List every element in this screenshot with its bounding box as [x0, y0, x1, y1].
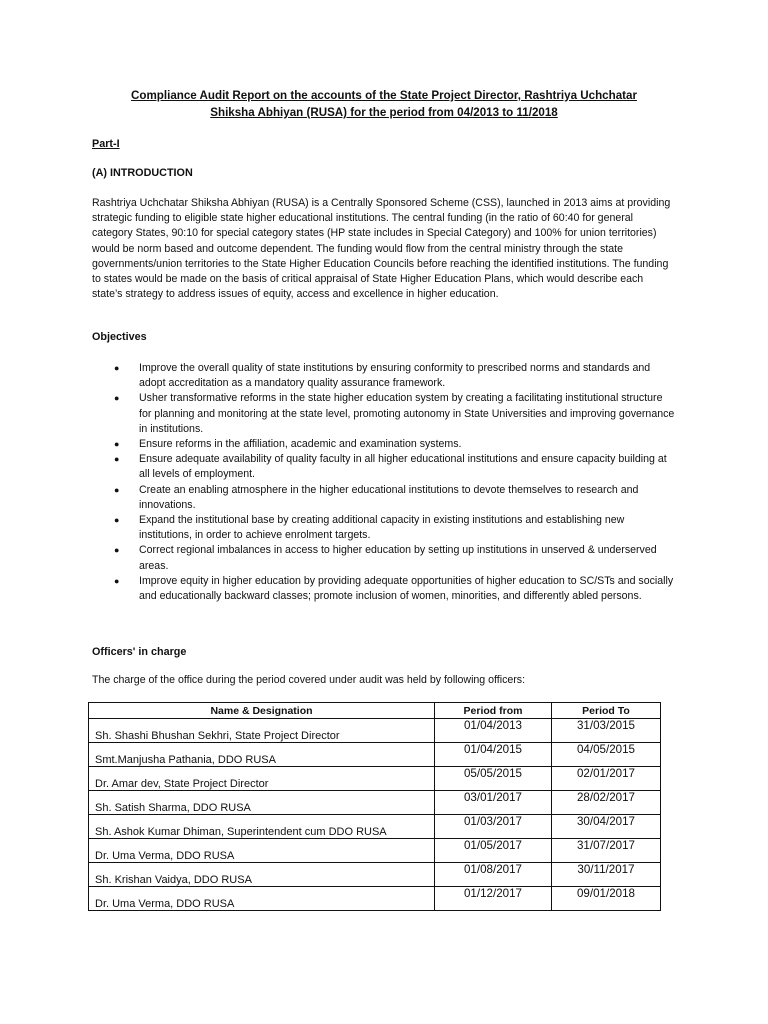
- bullet-icon: ●: [114, 454, 120, 465]
- bullet-icon: ●: [114, 545, 120, 556]
- officers-heading: Officers' in charge: [92, 646, 187, 658]
- officer-name: Dr. Amar dev, State Project Director: [89, 767, 435, 791]
- objective-item: [92, 391, 676, 437]
- period-from: 05/05/2015: [435, 767, 552, 791]
- bullet-icon: ●: [114, 439, 120, 450]
- objective-text: Usher transformative reforms in the state higher education system by creating a facilitating institutional structure for planning and monitoring at the state level, promoting autonomy in State Universities and improving governance in institutions.: [139, 392, 675, 435]
- objective-item: [92, 452, 676, 482]
- introduction-heading: (A) INTRODUCTION: [92, 167, 193, 179]
- objective-item: [92, 361, 676, 391]
- table-row: [89, 719, 661, 743]
- bullet-icon: ●: [114, 363, 120, 373]
- objective-text: Expand the institutional base by creating additional capacity in existing institutions and establishing new institutions, in order to achieve enrolment targets.: [139, 514, 625, 542]
- period-to: 31/03/2015: [552, 719, 661, 743]
- report-title: [92, 87, 676, 121]
- period-from: 01/04/2013: [435, 719, 552, 743]
- period-from: 01/05/2017: [435, 839, 552, 863]
- period-to: 09/01/2018: [552, 887, 661, 911]
- objective-item: [92, 543, 676, 573]
- objective-text: Correct regional imbalances in access to higher education by setting up institutions in unserved & underserved areas.: [139, 544, 657, 572]
- table-row: [89, 839, 661, 863]
- table-row: [89, 863, 661, 887]
- objective-text: Improve equity in higher education by providing adequate opportunities of higher education to SC/STs and socially and educationally backward classes; promote inclusion of women, minorities, and differently abled persons.: [139, 574, 674, 603]
- period-to: 28/02/2017: [552, 791, 661, 815]
- period-from: 01/04/2015: [435, 743, 552, 767]
- period-from: 01/12/2017: [435, 887, 552, 911]
- objectives-list: [92, 361, 676, 604]
- table-row: [89, 767, 661, 791]
- bullet-icon: ●: [114, 515, 120, 526]
- period-to: 31/07/2017: [552, 839, 661, 863]
- introduction-paragraph: Rashtriya Uchchatar Shiksha Abhiyan (RUSA) is a Centrally Sponsored Scheme (CSS), launched in 2013 aims at providing strategic funding to eligible state higher educational institutions. The central funding (in the ratio of 60:40 for general category States, 90:10 for special category states (HP state includes in Special Category) and 100% for union territories) would be norm based and outcome dependent. The funding would flow from the central ministry through the state governments/union territories to the State Higher Education Councils before reaching the identified institutions. The funding to states would be made on the basis of critical appraisal of State Higher Education Plans, which would describe each state’s strategy to address issues of equity, access and excellence in higher education.: [92, 197, 671, 301]
- header-name: Name & Designation: [89, 703, 435, 719]
- officer-name: Sh. Ashok Kumar Dhiman, Superintendent cum DDO RUSA: [89, 815, 435, 839]
- period-to: 30/04/2017: [552, 815, 661, 839]
- officer-name: Sh. Krishan Vaidya, DDO RUSA: [89, 863, 435, 887]
- part-label: Part-I: [92, 138, 120, 150]
- table-header-row: [89, 703, 661, 719]
- period-from: 01/03/2017: [435, 815, 552, 839]
- objective-text: Ensure adequate availability of quality faculty in all higher educational institutions and ensure capacity building at all levels of employment.: [139, 453, 667, 481]
- period-to: 30/11/2017: [552, 863, 661, 887]
- objective-item: [92, 574, 676, 604]
- table-row: [89, 791, 661, 815]
- objective-text: Improve the overall quality of state institutions by ensuring conformity to prescribed norms and standards and adopt accreditation as a mandatory quality assurance framework.: [139, 362, 651, 390]
- bullet-icon: ●: [114, 484, 120, 495]
- objective-item: [92, 437, 676, 452]
- bullet-icon: ●: [114, 575, 120, 586]
- period-to: 02/01/2017: [552, 767, 661, 791]
- table-row: [89, 743, 661, 767]
- bullet-icon: ●: [114, 393, 120, 404]
- objective-item: [92, 483, 676, 513]
- header-period-to: Period To: [552, 703, 661, 719]
- period-from: 03/01/2017: [435, 791, 552, 815]
- table-row: [89, 815, 661, 839]
- officer-name: Smt.Manjusha Pathania, DDO RUSA: [89, 743, 435, 767]
- period-from: 01/08/2017: [435, 863, 552, 887]
- header-period-from: Period from: [435, 703, 552, 719]
- title-line-2: Shiksha Abhiyan (RUSA) for the period from 04/2013 to 11/2018: [210, 106, 558, 119]
- officer-name: Dr. Uma Verma, DDO RUSA: [89, 839, 435, 863]
- objective-item: [92, 513, 676, 543]
- objective-text: Create an enabling atmosphere in the higher educational institutions to devote themselves to research and innovations.: [139, 483, 639, 511]
- objective-text: Ensure reforms in the affiliation, academic and examination systems.: [139, 438, 462, 451]
- table-row: [89, 887, 661, 911]
- objectives-heading: Objectives: [92, 331, 147, 343]
- officers-table: [88, 702, 661, 911]
- title-line-1: Compliance Audit Report on the accounts of the State Project Director, Rashtriya Uchchatar: [131, 89, 637, 102]
- officer-name: Sh. Satish Sharma, DDO RUSA: [89, 791, 435, 815]
- period-to: 04/05/2015: [552, 743, 661, 767]
- officer-name: Dr. Uma Verma, DDO RUSA: [89, 887, 435, 911]
- charge-text: The charge of the office during the period covered under audit was held by following officers:: [92, 674, 526, 686]
- officer-name: Sh. Shashi Bhushan Sekhri, State Project Director: [89, 719, 435, 743]
